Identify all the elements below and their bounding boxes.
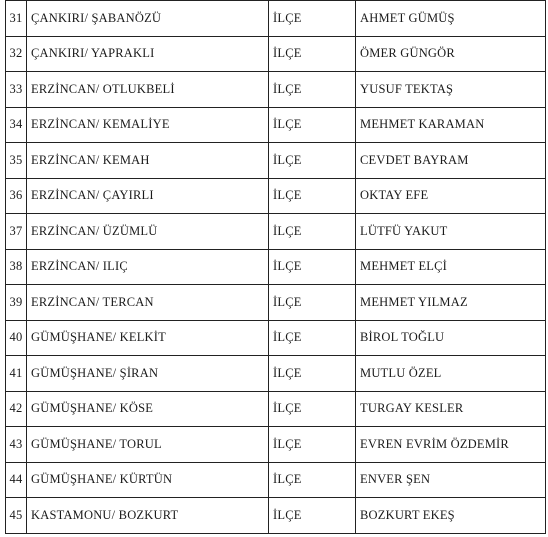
- location-cell: ÇANKIRI/ ŞABANÖZÜ: [27, 1, 269, 37]
- candidate-name-cell: MEHMET KARAMAN: [356, 107, 546, 143]
- candidate-name-cell: EVREN EVRİM ÖZDEMİR: [356, 427, 546, 463]
- row-number: 41: [6, 356, 27, 392]
- district-type-cell: İLÇE: [269, 462, 356, 498]
- row-number: 31: [6, 1, 27, 37]
- district-type-cell: İLÇE: [269, 391, 356, 427]
- candidate-name-cell: LÜTFÜ YAKUT: [356, 214, 546, 250]
- district-type-cell: İLÇE: [269, 356, 356, 392]
- table-row: [6, 249, 546, 285]
- candidate-name-cell: MUTLU ÖZEL: [356, 356, 546, 392]
- candidate-name-cell: BOZKURT EKEŞ: [356, 498, 546, 534]
- location-cell: ERZİNCAN/ KEMAH: [27, 143, 269, 179]
- district-type-cell: İLÇE: [269, 249, 356, 285]
- table-row: [6, 107, 546, 143]
- district-type-cell: İLÇE: [269, 320, 356, 356]
- location-cell: ERZİNCAN/ KEMALİYE: [27, 107, 269, 143]
- candidate-name-cell: AHMET GÜMÜŞ: [356, 1, 546, 37]
- location-cell: ERZİNCAN/ ILIÇ: [27, 249, 269, 285]
- location-cell: ERZİNCAN/ OTLUKBELİ: [27, 72, 269, 108]
- row-number: 40: [6, 320, 27, 356]
- candidate-name-cell: CEVDET BAYRAM: [356, 143, 546, 179]
- row-number: 35: [6, 143, 27, 179]
- table-row: [6, 498, 546, 534]
- location-cell: GÜMÜŞHANE/ KÜRTÜN: [27, 462, 269, 498]
- table-row: [6, 285, 546, 321]
- table-row: [6, 36, 546, 72]
- district-type-cell: İLÇE: [269, 285, 356, 321]
- district-type-cell: İLÇE: [269, 427, 356, 463]
- candidate-name-cell: TURGAY KESLER: [356, 391, 546, 427]
- table-row: [6, 178, 546, 214]
- candidate-table: [5, 0, 546, 534]
- candidate-name-cell: OKTAY EFE: [356, 178, 546, 214]
- district-type-cell: İLÇE: [269, 1, 356, 37]
- location-cell: ÇANKIRI/ YAPRAKLI: [27, 36, 269, 72]
- row-number: 42: [6, 391, 27, 427]
- table-row: [6, 427, 546, 463]
- row-number: 37: [6, 214, 27, 250]
- row-number: 39: [6, 285, 27, 321]
- table-row: [6, 462, 546, 498]
- row-number: 36: [6, 178, 27, 214]
- row-number: 38: [6, 249, 27, 285]
- table-row: [6, 72, 546, 108]
- candidate-name-cell: BİROL TOĞLU: [356, 320, 546, 356]
- district-type-cell: İLÇE: [269, 72, 356, 108]
- candidate-name-cell: ÖMER GÜNGÖR: [356, 36, 546, 72]
- district-type-cell: İLÇE: [269, 498, 356, 534]
- row-number: 33: [6, 72, 27, 108]
- location-cell: GÜMÜŞHANE/ KÖSE: [27, 391, 269, 427]
- row-number: 44: [6, 462, 27, 498]
- table-row: [6, 320, 546, 356]
- district-type-cell: İLÇE: [269, 214, 356, 250]
- row-number: 32: [6, 36, 27, 72]
- table-row: [6, 391, 546, 427]
- table-row: [6, 214, 546, 250]
- location-cell: GÜMÜŞHANE/ ŞİRAN: [27, 356, 269, 392]
- district-type-cell: İLÇE: [269, 36, 356, 72]
- table-row: [6, 143, 546, 179]
- candidate-name-cell: MEHMET ELÇİ: [356, 249, 546, 285]
- location-cell: ERZİNCAN/ TERCAN: [27, 285, 269, 321]
- location-cell: ERZİNCAN/ ÇAYIRLI: [27, 178, 269, 214]
- location-cell: GÜMÜŞHANE/ KELKİT: [27, 320, 269, 356]
- row-number: 34: [6, 107, 27, 143]
- candidate-name-cell: MEHMET YILMAZ: [356, 285, 546, 321]
- row-number: 43: [6, 427, 27, 463]
- location-cell: KASTAMONU/ BOZKURT: [27, 498, 269, 534]
- candidate-name-cell: ENVER ŞEN: [356, 462, 546, 498]
- table-row: [6, 1, 546, 37]
- candidate-table-body: [6, 1, 546, 534]
- district-type-cell: İLÇE: [269, 178, 356, 214]
- district-type-cell: İLÇE: [269, 143, 356, 179]
- district-type-cell: İLÇE: [269, 107, 356, 143]
- location-cell: ERZİNCAN/ ÜZÜMLÜ: [27, 214, 269, 250]
- table-row: [6, 356, 546, 392]
- candidate-name-cell: YUSUF TEKTAŞ: [356, 72, 546, 108]
- row-number: 45: [6, 498, 27, 534]
- location-cell: GÜMÜŞHANE/ TORUL: [27, 427, 269, 463]
